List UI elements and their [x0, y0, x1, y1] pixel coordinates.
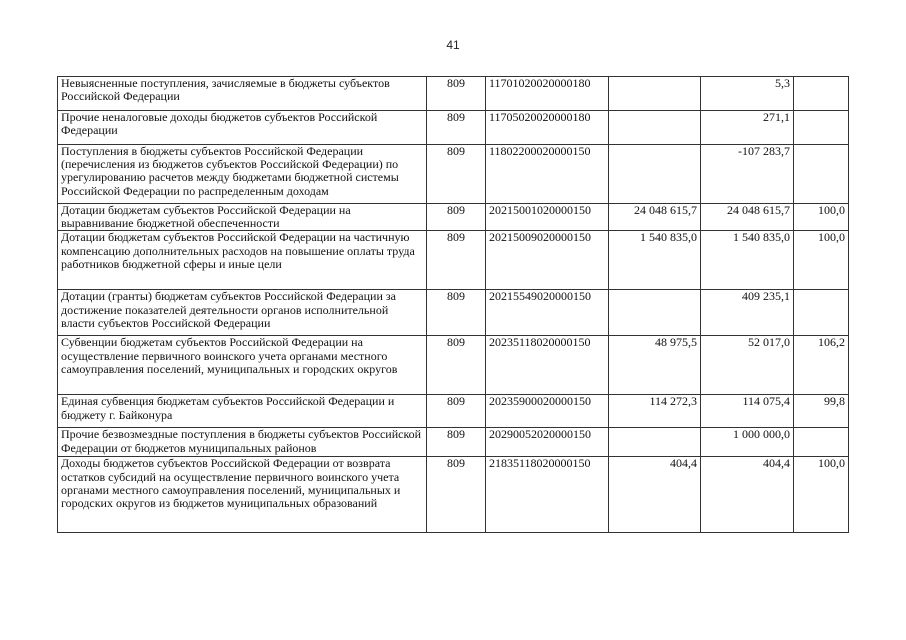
planned-amount: 48 975,5	[609, 336, 701, 395]
actual-amount: -107 283,7	[701, 145, 794, 204]
admin-code: 809	[427, 290, 486, 336]
row-description: Невыясненные поступления, зачисляемые в бюджеты субъектов Российской Федерации	[58, 77, 427, 111]
planned-amount: 1 540 835,0	[609, 231, 701, 290]
row-description: Субвенции бюджетам субъектов Российской Федерации на осуществление первичного воинского учета органами местного самоуправления поселений, муниципальных и городских округов	[58, 336, 427, 395]
actual-amount: 271,1	[701, 111, 794, 145]
table-row	[58, 457, 849, 533]
admin-code: 809	[427, 336, 486, 395]
table-row	[58, 428, 849, 457]
table-row	[58, 290, 849, 336]
row-description: Единая субвенция бюджетам субъектов Российской Федерации и бюджету г. Байконура	[58, 395, 427, 428]
budget-classification-code: 11802200020000150	[486, 145, 609, 204]
execution-percent	[794, 290, 849, 336]
actual-amount: 52 017,0	[701, 336, 794, 395]
budget-classification-code: 20215009020000150	[486, 231, 609, 290]
budget-classification-code: 11705020020000180	[486, 111, 609, 145]
budget-classification-code: 21835118020000150	[486, 457, 609, 533]
table-row	[58, 204, 849, 231]
admin-code: 809	[427, 204, 486, 231]
execution-percent	[794, 145, 849, 204]
planned-amount: 24 048 615,7	[609, 204, 701, 231]
admin-code: 809	[427, 457, 486, 533]
row-description: Дотации бюджетам субъектов Российской Федерации на выравнивание бюджетной обеспеченности	[58, 204, 427, 231]
execution-percent	[794, 111, 849, 145]
admin-code: 809	[427, 77, 486, 111]
row-description: Поступления в бюджеты субъектов Российской Федерации (перечисления из бюджетов субъектов Российской Федерации) по урегулированию расчетов между бюджетами бюджетной системы Российской Федерации по распределенным доходам	[58, 145, 427, 204]
actual-amount: 5,3	[701, 77, 794, 111]
planned-amount: 114 272,3	[609, 395, 701, 428]
table-body	[58, 77, 849, 533]
actual-amount: 1 000 000,0	[701, 428, 794, 457]
actual-amount: 24 048 615,7	[701, 204, 794, 231]
row-description: Прочие безвозмездные поступления в бюджеты субъектов Российской Федерации от бюджетов муниципальных районов	[58, 428, 427, 457]
admin-code: 809	[427, 145, 486, 204]
planned-amount	[609, 111, 701, 145]
execution-percent: 100,0	[794, 457, 849, 533]
budget-classification-code: 20215001020000150	[486, 204, 609, 231]
table-row	[58, 231, 849, 290]
budget-classification-code: 20215549020000150	[486, 290, 609, 336]
execution-percent	[794, 77, 849, 111]
row-description: Дотации (гранты) бюджетам субъектов Российской Федерации за достижение показателей деятельности органов исполнительной власти субъектов Российской Федерации	[58, 290, 427, 336]
budget-classification-code: 11701020020000180	[486, 77, 609, 111]
admin-code: 809	[427, 428, 486, 457]
execution-percent: 100,0	[794, 231, 849, 290]
planned-amount: 404,4	[609, 457, 701, 533]
budget-classification-code: 20235900020000150	[486, 395, 609, 428]
table-row	[58, 111, 849, 145]
execution-percent: 106,2	[794, 336, 849, 395]
planned-amount	[609, 77, 701, 111]
planned-amount	[609, 290, 701, 336]
actual-amount: 409 235,1	[701, 290, 794, 336]
planned-amount	[609, 428, 701, 457]
row-description: Дотации бюджетам субъектов Российской Федерации на частичную компенсацию дополнительных расходов на повышение оплаты труда работников бюджетной сферы и иные цели	[58, 231, 427, 290]
actual-amount: 404,4	[701, 457, 794, 533]
table-row	[58, 336, 849, 395]
row-description: Доходы бюджетов субъектов Российской Федерации от возврата остатков субсидий на осуществление первичного воинского учета органами местного самоуправления поселений, муниципальных и городских округов из бюджетов муниципальных образований	[58, 457, 427, 533]
admin-code: 809	[427, 111, 486, 145]
table-row	[58, 145, 849, 204]
budget-classification-code: 20235118020000150	[486, 336, 609, 395]
planned-amount	[609, 145, 701, 204]
budget-revenue-table	[57, 76, 849, 533]
execution-percent: 99,8	[794, 395, 849, 428]
execution-percent: 100,0	[794, 204, 849, 231]
row-description: Прочие неналоговые доходы бюджетов субъектов Российской Федерации	[58, 111, 427, 145]
actual-amount: 114 075,4	[701, 395, 794, 428]
table-row	[58, 395, 849, 428]
budget-classification-code: 20290052020000150	[486, 428, 609, 457]
table-row	[58, 77, 849, 111]
admin-code: 809	[427, 395, 486, 428]
page-number: 41	[446, 38, 460, 52]
actual-amount: 1 540 835,0	[701, 231, 794, 290]
execution-percent	[794, 428, 849, 457]
admin-code: 809	[427, 231, 486, 290]
